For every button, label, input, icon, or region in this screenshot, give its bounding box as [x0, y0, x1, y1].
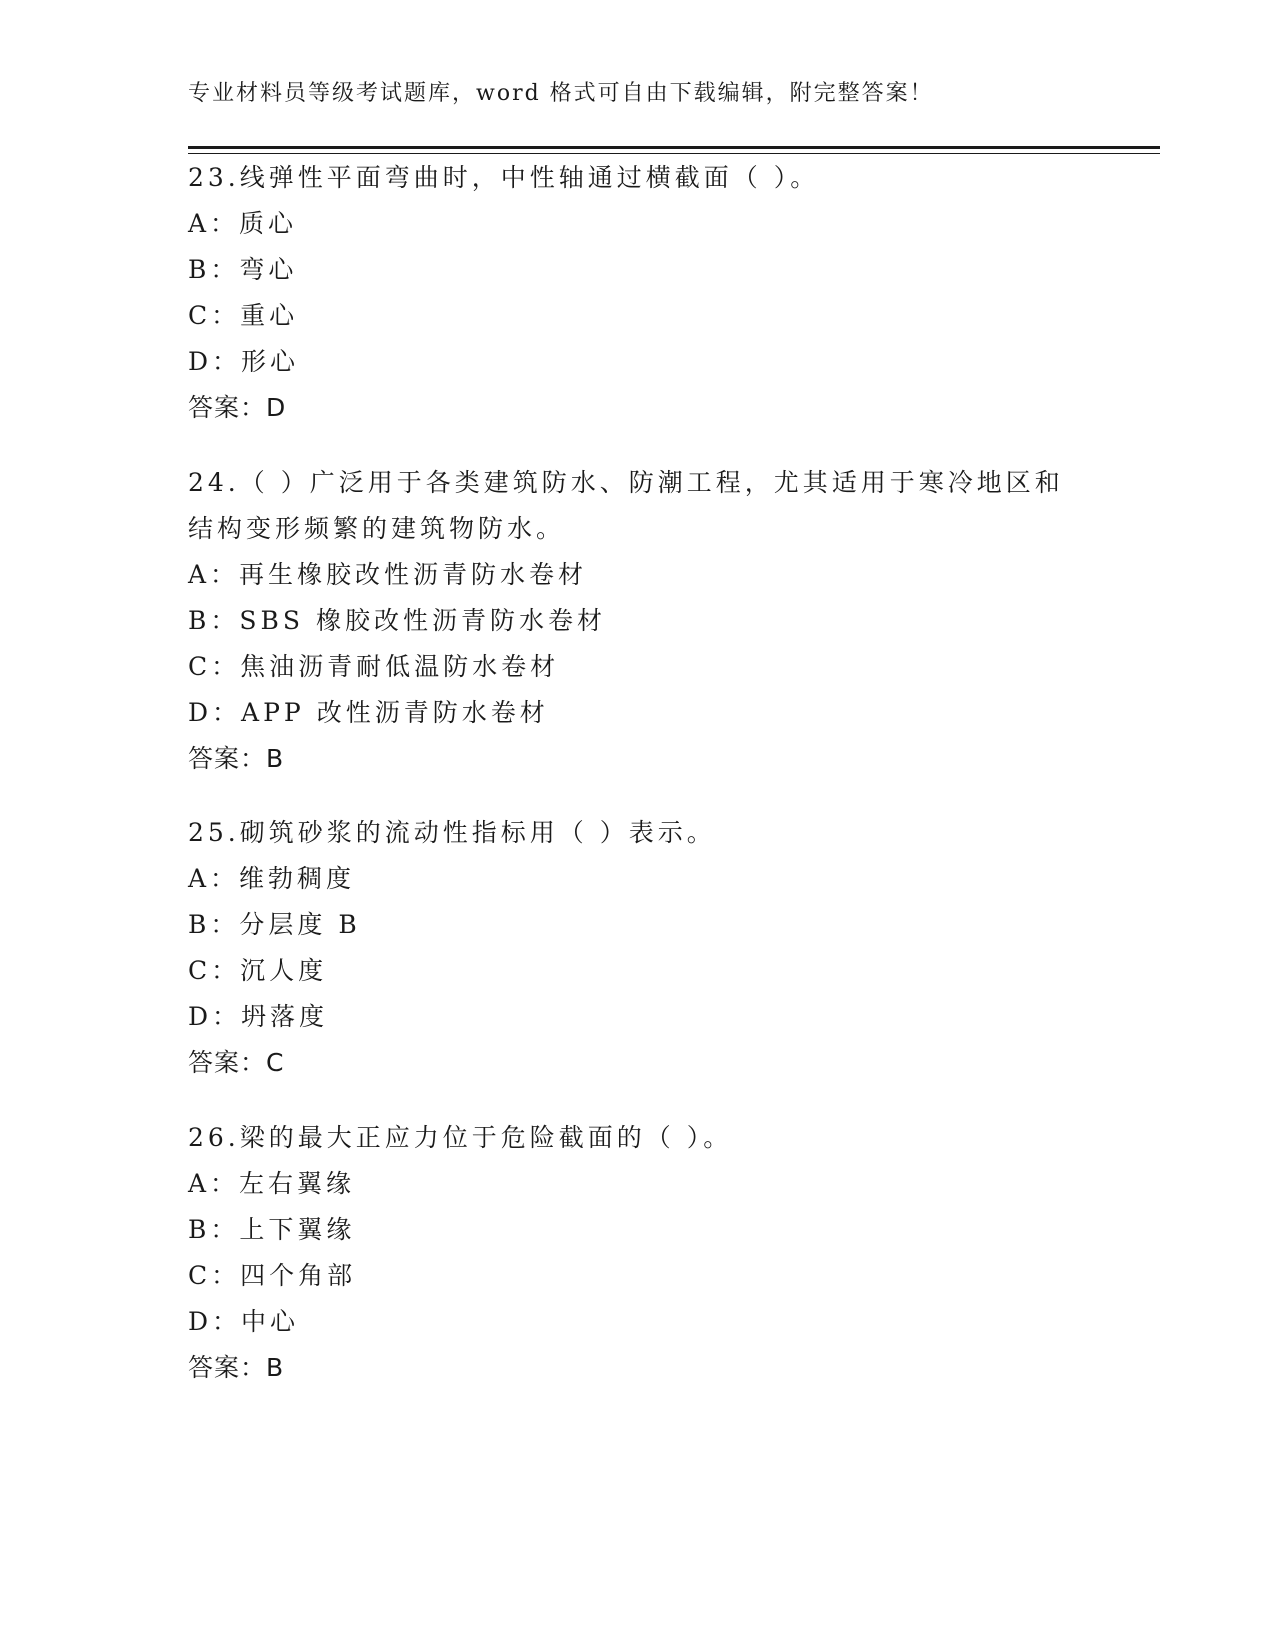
- header-rule-thin: [188, 153, 1160, 154]
- question-stem: 26.梁的最大正应力位于危险截面的（ ）。: [188, 1123, 733, 1152]
- option-d: D：形心: [188, 347, 300, 376]
- question-stem-line-2: 结构变形频繁的建筑物防水。: [188, 514, 566, 543]
- question-stem-line-1: 24.（ ）广泛用于各类建筑防水、防潮工程，尤其适用于寒冷地区和: [188, 468, 1064, 497]
- answer: 答案：C: [188, 1048, 285, 1077]
- question-stem: 25.砌筑砂浆的流动性指标用（ ）表示。: [188, 818, 716, 847]
- question-26: [188, 1115, 1088, 1391]
- option-c: C：沉人度: [188, 956, 328, 985]
- option-d: D：APP 改性沥青防水卷材: [188, 698, 549, 727]
- option-c: C：重心: [188, 301, 299, 330]
- option-a: A：维勃稠度: [188, 864, 356, 893]
- option-b: B：分层度 B: [188, 910, 361, 939]
- question-23: [188, 155, 1088, 431]
- answer: 答案：D: [188, 393, 287, 422]
- answer: 答案：B: [188, 1353, 285, 1382]
- option-b: B：SBS 橡胶改性沥青防水卷材: [188, 606, 606, 635]
- question-25: [188, 810, 1088, 1086]
- option-b: B：上下翼缘: [188, 1215, 356, 1244]
- option-a: A：左右翼缘: [188, 1169, 356, 1198]
- option-c: C：四个角部: [188, 1261, 357, 1290]
- question-24: [188, 460, 1088, 782]
- option-c: C：焦油沥青耐低温防水卷材: [188, 652, 560, 681]
- page-header: 专业材料员等级考试题库，word 格式可自由下载编辑，附完整答案！: [188, 81, 934, 106]
- option-a: A：再生橡胶改性沥青防水卷材: [188, 560, 588, 589]
- option-a: A：质心: [188, 209, 298, 238]
- option-d: D：中心: [188, 1307, 300, 1336]
- option-b: B：弯心: [188, 255, 298, 284]
- option-d: D：坍落度: [188, 1002, 329, 1031]
- header-rule-thick: [188, 146, 1160, 149]
- question-stem: 23.线弹性平面弯曲时，中性轴通过横截面（ ）。: [188, 163, 820, 192]
- answer: 答案：B: [188, 744, 285, 773]
